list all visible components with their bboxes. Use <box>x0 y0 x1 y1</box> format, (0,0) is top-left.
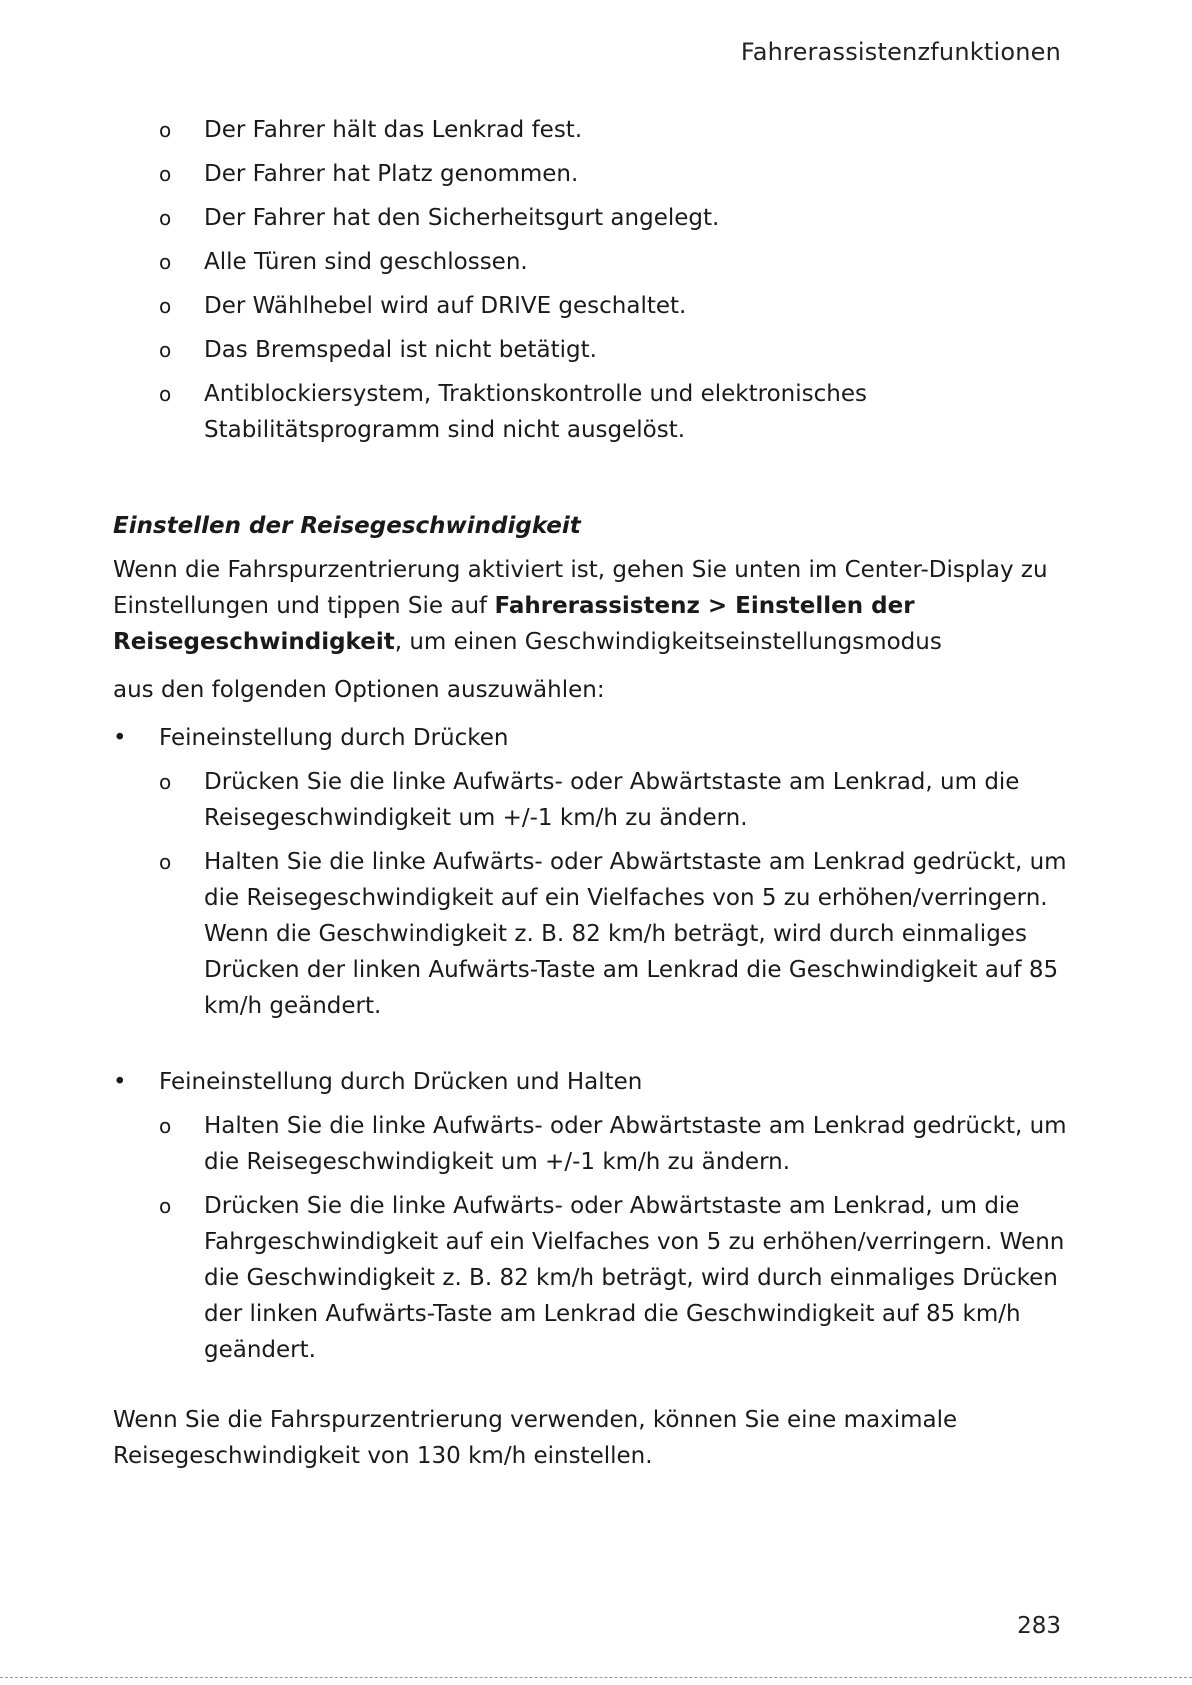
intro-text-start: Wenn die Fahrspurzentrierung aktiviert ist, gehen Sie unten im Center-Display zu Einstellungen und tippen Sie auf <box>113 557 1048 619</box>
condition-item <box>113 112 1083 148</box>
intro-continued-paragraph: aus den folgenden Optionen auszuwählen: <box>113 677 605 703</box>
condition-item <box>113 332 1083 368</box>
page-content <box>113 112 1083 1486</box>
hollow-circle-bullet-icon: o <box>159 382 172 406</box>
intro-text-end: , um einen Geschwindigkeitseinstellungsmodus <box>394 629 942 655</box>
page-bottom-rule <box>0 1677 1192 1678</box>
running-header: Fahrerassistenzfunktionen <box>740 38 1061 66</box>
step-text: Drücken Sie die linke Aufwärts- oder Abwärtstaste am Lenkrad, um die Reisegeschwindigkeit um +/-1 km/h zu ändern. <box>204 769 1020 831</box>
step-item <box>113 764 1083 836</box>
spacer <box>113 1376 1083 1402</box>
section-heading: Einstellen der Reisegeschwindigkeit <box>113 513 581 539</box>
hollow-circle-bullet-icon: o <box>159 294 172 318</box>
option-fine-press-hold <box>113 1064 1083 1100</box>
hollow-circle-bullet-icon: o <box>159 250 172 274</box>
menu-path: Fahrerassistenz > Einstellen der Reisegeschwindigkeit <box>113 593 915 655</box>
condition-item <box>113 244 1083 280</box>
closing-paragraph: Wenn Sie die Fahrspurzentrierung verwenden, können Sie eine maximale Reisegeschwindigkeit von 130 km/h einstellen. <box>113 1407 958 1469</box>
condition-item <box>113 376 1083 448</box>
condition-text: Der Fahrer hat den Sicherheitsgurt angelegt. <box>204 205 720 231</box>
hollow-circle-bullet-icon: o <box>159 206 172 230</box>
condition-text: Der Fahrer hält das Lenkrad fest. <box>204 117 583 143</box>
hollow-circle-bullet-icon: o <box>159 1114 172 1138</box>
condition-text: Das Bremspedal ist nicht betätigt. <box>204 337 597 363</box>
hollow-circle-bullet-icon: o <box>159 1194 172 1218</box>
step-item <box>113 1108 1083 1180</box>
option-fine-press-steps <box>113 764 1083 1024</box>
option-fine-press-hold-steps <box>113 1108 1083 1368</box>
hollow-circle-bullet-icon: o <box>159 850 172 874</box>
hollow-circle-bullet-icon: o <box>159 338 172 362</box>
hollow-circle-bullet-icon: o <box>159 162 172 186</box>
condition-item <box>113 200 1083 236</box>
condition-item <box>113 156 1083 192</box>
spacer <box>113 1032 1083 1058</box>
hollow-circle-bullet-icon: o <box>159 118 172 142</box>
option-label: Feineinstellung durch Drücken <box>159 725 509 751</box>
condition-text: Der Wählhebel wird auf DRIVE geschaltet. <box>204 293 687 319</box>
bullet-dot-icon: • <box>113 725 127 751</box>
step-text: Halten Sie die linke Aufwärts- oder Abwärtstaste am Lenkrad gedrückt, um die Reisegeschwindigkeit auf ein Vielfaches von 5 zu erhöhen/verringern. Wenn die Geschwindigkeit z. B. 82 km/h beträgt, wird durch einmaliges Drücken der linken Aufwärts-Taste am Lenkrad die Geschwindigkeit auf 85 km/h geändert. <box>204 849 1067 1019</box>
condition-list <box>113 112 1083 448</box>
condition-text: Antiblockiersystem, Traktionskontrolle und elektronisches Stabilitätsprogramm sind nicht ausgelöst. <box>204 381 867 443</box>
hollow-circle-bullet-icon: o <box>159 770 172 794</box>
bullet-dot-icon: • <box>113 1069 127 1095</box>
step-item <box>113 844 1083 1024</box>
step-item <box>113 1188 1083 1368</box>
step-text: Drücken Sie die linke Aufwärts- oder Abwärtstaste am Lenkrad, um die Fahrgeschwindigkeit auf ein Vielfaches von 5 zu erhöhen/verringern. Wenn die Geschwindigkeit z. B. 82 km/h beträgt, wird durch einmaliges Drücken der linken Aufwärts-Taste am Lenkrad die Geschwindigkeit auf 85 km/h geändert. <box>204 1193 1065 1363</box>
condition-text: Alle Türen sind geschlossen. <box>204 249 528 275</box>
option-fine-press <box>113 720 1083 756</box>
step-text: Halten Sie die linke Aufwärts- oder Abwärtstaste am Lenkrad gedrückt, um die Reisegeschwindigkeit um +/-1 km/h zu ändern. <box>204 1113 1067 1175</box>
page-number: 283 <box>1017 1613 1061 1639</box>
option-label: Feineinstellung durch Drücken und Halten <box>159 1069 643 1095</box>
condition-text: Der Fahrer hat Platz genommen. <box>204 161 579 187</box>
intro-paragraph <box>113 552 1083 660</box>
condition-item <box>113 288 1083 324</box>
